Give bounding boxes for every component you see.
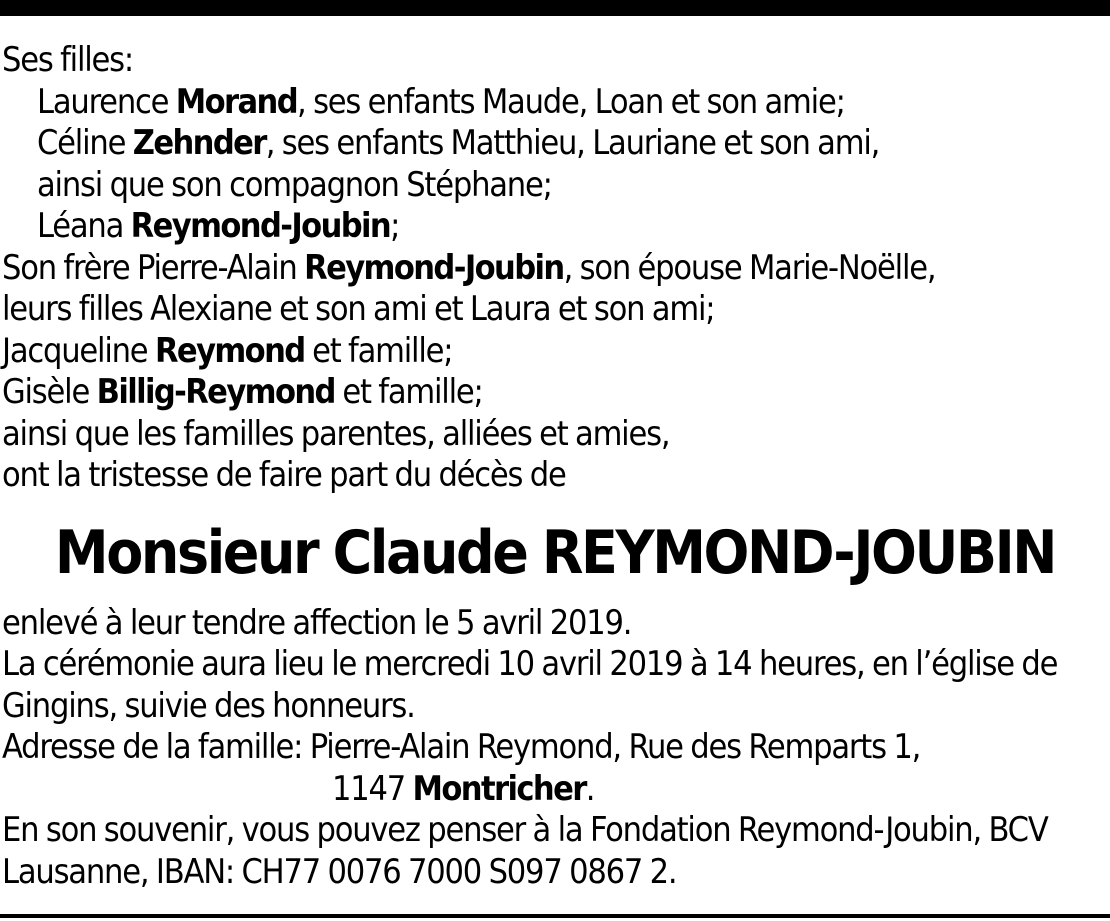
first-name: Jacqueline (2, 330, 155, 371)
details: et famille; (334, 372, 483, 412)
daughter-line-2 (2, 123, 1108, 165)
address-line-2 (2, 769, 1108, 811)
surname: Morand (175, 81, 298, 122)
death-date-line: enlevé à leur tendre affection le 5 avril 2019. (2, 602, 632, 643)
address-line-1: Adresse de la famille: Pierre-Alain Reymond, Rue des Remparts 1, (2, 727, 921, 767)
surname: Billig-Reymond (96, 372, 335, 412)
address-postcode: 1147 (332, 768, 413, 809)
announcement-line: ont la tristesse de faire part du décès de (2, 455, 566, 495)
memory-line-2: Lausanne, IBAN: CH77 0076 7000 S097 0867 2. (2, 851, 677, 892)
surname: Reymond-Joubin (130, 206, 391, 246)
details: ; (390, 206, 400, 246)
top-rule (0, 0, 1110, 16)
families-line: ainsi que les familles parentes, alliées et amies, (2, 413, 670, 454)
deceased-name-title: Monsieur Claude REYMOND-JOUBIN (54, 517, 1056, 588)
address-town: Montricher (412, 768, 586, 809)
ceremony-line-1: La cérémonie aura lieu le mercredi 10 avril 2019 à 14 heures, en l’église de (2, 644, 1058, 684)
first-name: Céline (37, 123, 133, 163)
bottom-rule (0, 914, 1110, 918)
daughter-line-4 (2, 206, 1108, 248)
intro-line: Ses filles: (2, 40, 134, 80)
relative-line-2 (2, 372, 1108, 414)
details: et famille; (304, 330, 453, 371)
daughter-line-1 (2, 82, 1108, 124)
daughter-line-3: ainsi que son compagnon Stéphane; (37, 164, 552, 205)
brother-continuation-line: leurs filles Alexiane et son ami et Laura et son ami; (2, 289, 715, 329)
surname: Reymond-Joubin (304, 247, 564, 288)
surname: Zehnder (132, 123, 266, 163)
details: , ses enfants Matthieu, Lauriane et son ami, (265, 123, 880, 163)
first-name: Son frère Pierre-Alain (2, 247, 305, 288)
relative-line-1 (2, 331, 1108, 373)
first-name: Laurence (37, 81, 176, 122)
ceremony-line-2: Gingins, suivie des honneurs. (2, 685, 415, 726)
details: , ses enfants Maude, Loan et son amie; (297, 81, 845, 122)
details: , son épouse Marie-Noëlle, (563, 247, 936, 288)
address-end: . (585, 768, 595, 809)
first-name: Gisèle (2, 372, 97, 412)
brother-line (2, 248, 1108, 290)
memory-line-1: En son souvenir, vous pouvez penser à la Fondation Reymond-Joubin, BCV (2, 810, 1048, 850)
surname: Reymond (154, 330, 305, 371)
obituary-notice (2, 40, 1108, 893)
first-name: Léana (37, 206, 131, 246)
